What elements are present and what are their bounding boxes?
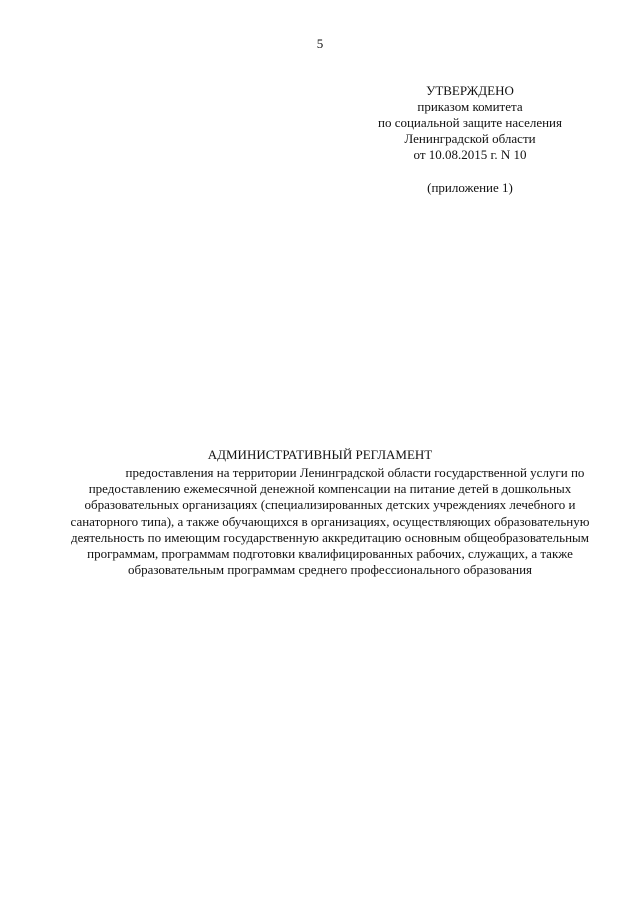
approval-appendix: (приложение 1) [427,180,513,195]
approval-block [330,83,610,196]
approval-line-committee: по социальной защите населения [377,115,562,130]
regulation-line-3: образовательных организациях (специализированных детских учреждениях лечебного и [84,497,576,513]
regulation-line-7: образовательным программам среднего профессионального образования [127,562,533,578]
regulation-line-4: санаторного типа), а также обучающихся в организациях, осуществляющих образовательную [70,513,590,529]
regulation-line-1: предоставления на территории Ленинградской области государственной услуги по [125,465,585,480]
approval-heading: УТВЕРЖДЕНО [426,83,514,98]
approval-line-region: Ленинградской области [404,131,536,146]
regulation-line-6: программам, программам подготовки квалифицированных рабочих, служащих, а также [87,546,573,562]
regulation-body [40,465,620,578]
regulation-title: АДМИНИСТРАТИВНЫЙ РЕГЛАМЕНТ [207,447,433,462]
approval-line-order: приказом комитета [417,99,523,114]
regulation-line-2: предоставлению ежемесячной денежной компенсации на питание детей в дошкольных [88,481,572,497]
approval-spacer [330,163,610,180]
regulation-line-5: деятельность по имеющим государственную аккредитацию основным общеобразовательным [70,529,590,545]
page-number: 5 [316,36,324,51]
approval-line-date: от 10.08.2015 г. N 10 [413,147,527,162]
